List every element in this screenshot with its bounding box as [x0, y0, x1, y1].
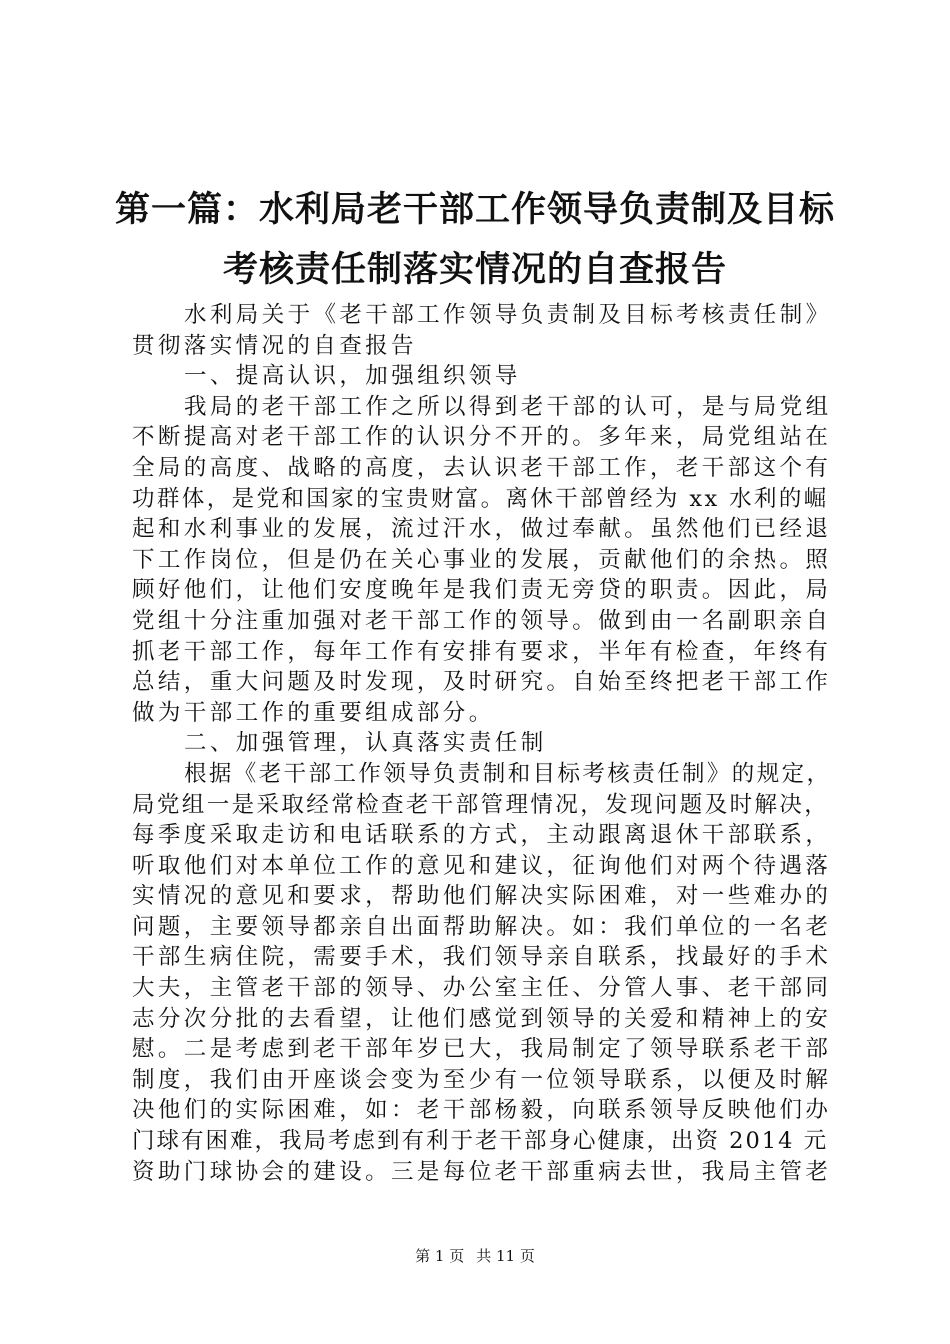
body-line: 总结，重大问题及时发现，及时研究。自始至终把老干部工作	[132, 669, 832, 696]
body-line: 干部生病住院，需要手术，我们领导亲自联系，找最好的手术	[132, 944, 832, 971]
body-line: 门球有困难，我局考虑到有利于老干部身心健康，出资 2014 元	[132, 1128, 829, 1155]
body-line: 每季度采取走访和电话联系的方式，主动跟离退休干部联系，	[132, 822, 832, 849]
body-line: 做为干部工作的重要组成部分。	[132, 699, 495, 726]
body-line: 根据《老干部工作领导负责制和目标考核责任制》的规定，	[184, 760, 832, 787]
page-footer	[0, 1246, 950, 1266]
page-number: 第 1 页	[415, 1247, 465, 1265]
document-title-line-1: 第一篇：水利局老干部工作领导负责制及目标	[114, 190, 835, 230]
body-line: 实情况的意见和要求，帮助他们解决实际困难，对一些难办的	[132, 883, 832, 910]
body-line: 贯彻落实情况的自查报告	[132, 332, 417, 359]
body-line: 功群体，是党和国家的宝贵财富。离休干部曾经为 xx 水利的崛	[132, 485, 829, 512]
body-line: 二、加强管理，认真落实责任制	[184, 730, 547, 757]
body-line: 全局的高度、战略的高度，去认识老干部工作，老干部这个有	[132, 454, 832, 481]
body-line: 听取他们对本单位工作的意见和建议，征询他们对两个待遇落	[132, 852, 832, 879]
body-line: 抓老干部工作，每年工作有安排有要求，半年有检查，年终有	[132, 638, 832, 665]
body-line: 一、提高认识，加强组织领导	[184, 363, 521, 390]
body-line: 我局的老干部工作之所以得到老干部的认可，是与局党组	[184, 393, 832, 420]
body-line: 水利局关于《老干部工作领导负责制及目标考核责任制》	[184, 302, 832, 328]
body-line: 大夫，主管老干部的领导、办公室主任、分管人事、老干部同	[132, 975, 832, 1002]
body-line: 决他们的实际困难，如：老干部杨毅，向联系领导反映他们办	[132, 1097, 832, 1124]
document-body	[132, 300, 832, 1187]
body-line: 不断提高对老干部工作的认识分不开的。多年来，局党组站在	[132, 424, 832, 451]
page-total: 共 11 页	[476, 1247, 535, 1265]
body-line: 党组十分注重加强对老干部工作的领导。做到由一名副职亲自	[132, 607, 832, 634]
body-line: 志分次分批的去看望，让他们感觉到领导的关爱和精神上的安	[132, 1005, 832, 1032]
body-line: 下工作岗位，但是仍在关心事业的发展，贡献他们的余热。照	[132, 546, 832, 573]
body-line: 局党组一是采取经常检查老干部管理情况，发现问题及时解决，	[132, 791, 830, 818]
body-line: 慰。二是考虑到老干部年岁已大，我局制定了领导联系老干部	[132, 1036, 832, 1063]
body-line: 问题，主要领导都亲自出面帮助解决。如：我们单位的一名老	[132, 913, 832, 940]
body-line: 制度，我们由开座谈会变为至少有一位领导联系，以便及时解	[132, 1066, 832, 1093]
document-title-line-2: 考核责任制落实情况的自查报告	[222, 250, 727, 290]
body-line: 顾好他们，让他们安度晚年是我们责无旁贷的职责。因此，局	[132, 577, 832, 604]
body-line: 起和水利事业的发展，流过汗水，做过奉献。虽然他们已经退	[132, 516, 832, 543]
body-line: 资助门球协会的建设。三是每位老干部重病去世，我局主管老	[132, 1158, 832, 1185]
